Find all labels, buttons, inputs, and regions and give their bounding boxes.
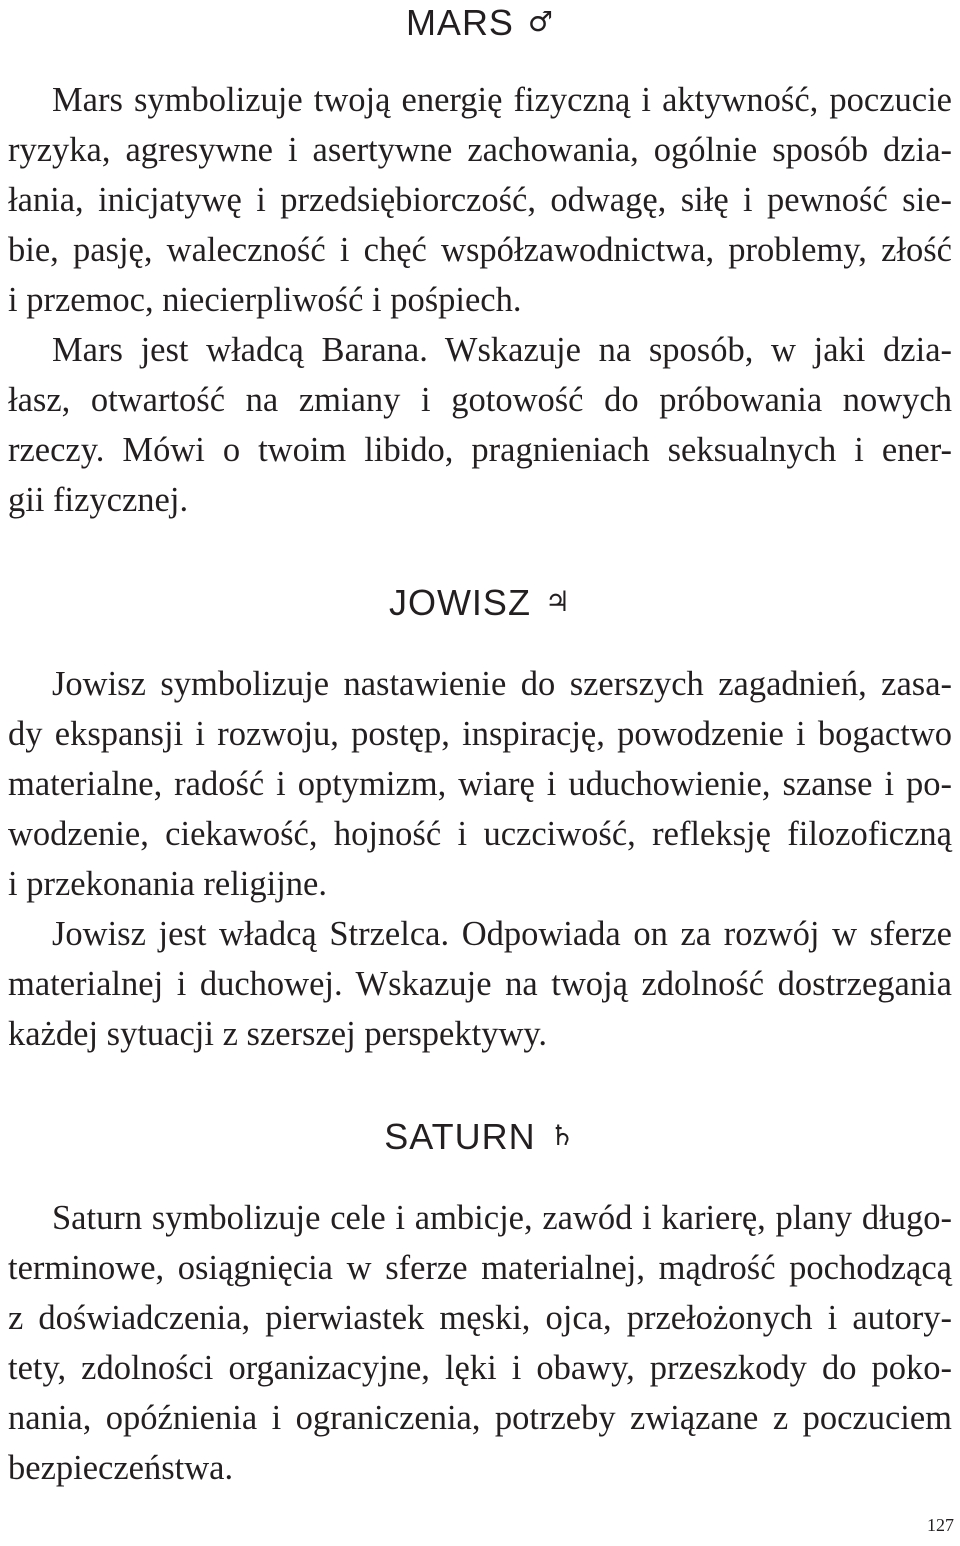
paragraph-line: gii fizycznej. [8,481,189,519]
section-heading-jowisz [0,580,960,625]
paragraph-line: Jowisz jest władcą Strzelca. Odpowiada on za rozwój w sferze [52,915,952,953]
paragraph-line: terminowe, osiągnięcia w sferze materialnej, mądrość pochodzącą [8,1249,952,1287]
paragraph-line: Mars jest władcą Barana. Wskazuje na sposób, w jaki dzia- [52,331,952,369]
paragraph-line: bezpieczeństwa. [8,1449,234,1487]
section-heading-saturn [0,1114,960,1159]
paragraph-line: dy ekspansji i rozwoju, postęp, inspirację, powodzenie i bogactwo [8,715,952,753]
heading-title: SATURN [384,1116,536,1157]
paragraph-line: Mars symbolizuje twoją energię fizyczną i aktywność, poczucie [52,81,952,119]
section-heading-mars [0,0,960,45]
paragraph-line: bie, pasję, waleczność i chęć współzawodnictwa, problemy, złość [8,231,952,269]
paragraph-line: wodzenie, ciekawość, hojność i uczciwość, refleksję filozoficzną [8,815,952,853]
heading-title: JOWISZ [388,582,531,623]
page-number: 127 [927,1515,954,1535]
paragraph-line: tety, zdolności organizacyjne, lęki i obawy, przeszkody do poko- [8,1349,952,1387]
paragraph-line: materialnej i duchowej. Wskazuje na twoją zdolność dostrzegania [8,965,952,1003]
paragraph-line: z doświadczenia, pierwiastek męski, ojca, przełożonych i autory- [8,1299,952,1337]
mars-symbol-icon: ♂ [527,5,555,38]
paragraph-line: rzeczy. Mówi o twoim libido, pragnieniach seksualnych i ener- [8,431,952,469]
paragraph-line: materialne, radość i optymizm, wiarę i uduchowienie, szanse i po- [8,765,952,803]
heading-title: MARS [405,2,514,43]
paragraph-line: łania, inicjatywę i przedsiębiorczość, odwagę, siłę i pewność sie- [8,181,952,219]
paragraph-line: nania, opóźnienia i ograniczenia, potrzeby związane z poczuciem [8,1399,952,1437]
paragraph-line: i przemoc, niecierpliwość i pośpiech. [8,281,522,319]
paragraph-line: łasz, otwartość na zmiany i gotowość do próbowania nowych [8,381,952,419]
paragraph-line: każdej sytuacji z szerszej perspektywy. [8,1015,547,1053]
paragraph-line: Jowisz symbolizuje nastawienie do szerszych zagadnień, zasa- [52,665,952,703]
paragraph-line: i przekonania religijne. [8,865,327,903]
jupiter-symbol-icon: ♃ [544,585,572,618]
saturn-symbol-icon: ♄ [549,1119,576,1152]
paragraph-line: Saturn symbolizuje cele i ambicje, zawód i karierę, plany długo- [52,1199,952,1237]
paragraph-line: ryzyka, agresywne i asertywne zachowania, ogólnie sposób dzia- [8,131,952,169]
